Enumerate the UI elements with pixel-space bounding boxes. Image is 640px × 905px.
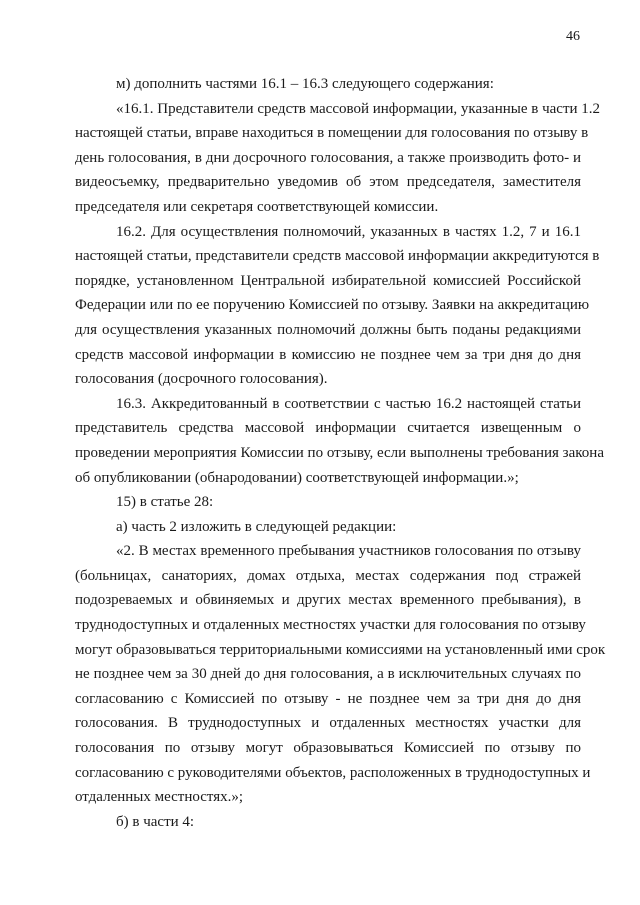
text-line: а) часть 2 изложить в следующей редакции: <box>116 518 397 535</box>
text-line: отдаленных местностях.»; <box>75 789 244 806</box>
text-line: председателя или секретаря соответствующей комиссии. <box>75 198 439 215</box>
text-line: настоящей статьи, вправе находиться в помещении для голосования по отзыву в <box>75 125 589 142</box>
text-line: «16.1. Представители средств массовой информации, указанные в части 1.2 <box>116 100 601 117</box>
text-line: для осуществления указанных полномочий должны быть поданы редакциями <box>75 321 581 338</box>
text-line: могут образовываться территориальными комиссиями на установленный ими срок <box>75 641 606 658</box>
text-line: голосования (досрочного голосования). <box>75 371 328 388</box>
text-line: труднодоступных и отдаленных местностях участки для голосования по отзыву <box>75 617 586 634</box>
text-line: голосования по отзыву могут образовываться Комиссией по отзыву по <box>75 740 581 757</box>
text-line: 15) в статье 28: <box>116 494 214 511</box>
text-line: подозреваемых и обвиняемых и других местах временного пребывания), в <box>75 592 581 609</box>
text-line: 16.2. Для осуществления полномочий, указанных в частях 1.2, 7 и 16.1 <box>116 223 581 240</box>
text-line: голосования. В труднодоступных и отдаленных местностях участки для <box>75 715 581 732</box>
text-line: день голосования, в дни досрочного голосования, а также производить фото- и <box>75 149 581 166</box>
text-line: видеосъемку, предварительно уведомив об этом председателя, заместителя <box>75 174 581 191</box>
text-line: «2. В местах временного пребывания участников голосования по отзыву <box>116 543 581 560</box>
text-line: средств массовой информации в комиссию не позднее чем за три дня до дня <box>75 346 581 363</box>
text-line: об опубликовании (обнародовании) соответствующей информации.»; <box>75 469 519 486</box>
text-line: (больницах, санаториях, домах отдыха, местах содержания под стражей <box>75 567 581 584</box>
page-number: 46 <box>566 29 580 44</box>
text-line: настоящей статьи, представители средств массовой информации аккредитуются в <box>75 248 600 265</box>
document-body <box>75 72 606 834</box>
text-line: проведении мероприятия Комиссии по отзыву, если выполнены требования закона <box>75 444 604 461</box>
text-line: Федерации или по ее поручению Комиссией по отзыву. Заявки на аккредитацию <box>75 297 590 314</box>
text-line: согласованию с Комиссией по отзыву - не позднее чем за три дня до дня <box>75 690 581 707</box>
text-line: 16.3. Аккредитованный в соответствии с частью 16.2 настоящей статьи <box>116 395 581 412</box>
text-line: согласованию с руководителями объектов, расположенных в труднодоступных и <box>75 764 591 781</box>
text-line: порядке, установленном Центральной избирательной комиссией Российской <box>75 272 581 289</box>
text-line: м) дополнить частями 16.1 – 16.3 следующего содержания: <box>116 76 494 92</box>
text-line: б) в части 4: <box>116 813 195 830</box>
text-line: представитель средства массовой информации считается извещенным о <box>75 420 581 437</box>
text-line: не позднее чем за 30 дней до дня голосования, а в исключительных случаях по <box>75 666 581 683</box>
